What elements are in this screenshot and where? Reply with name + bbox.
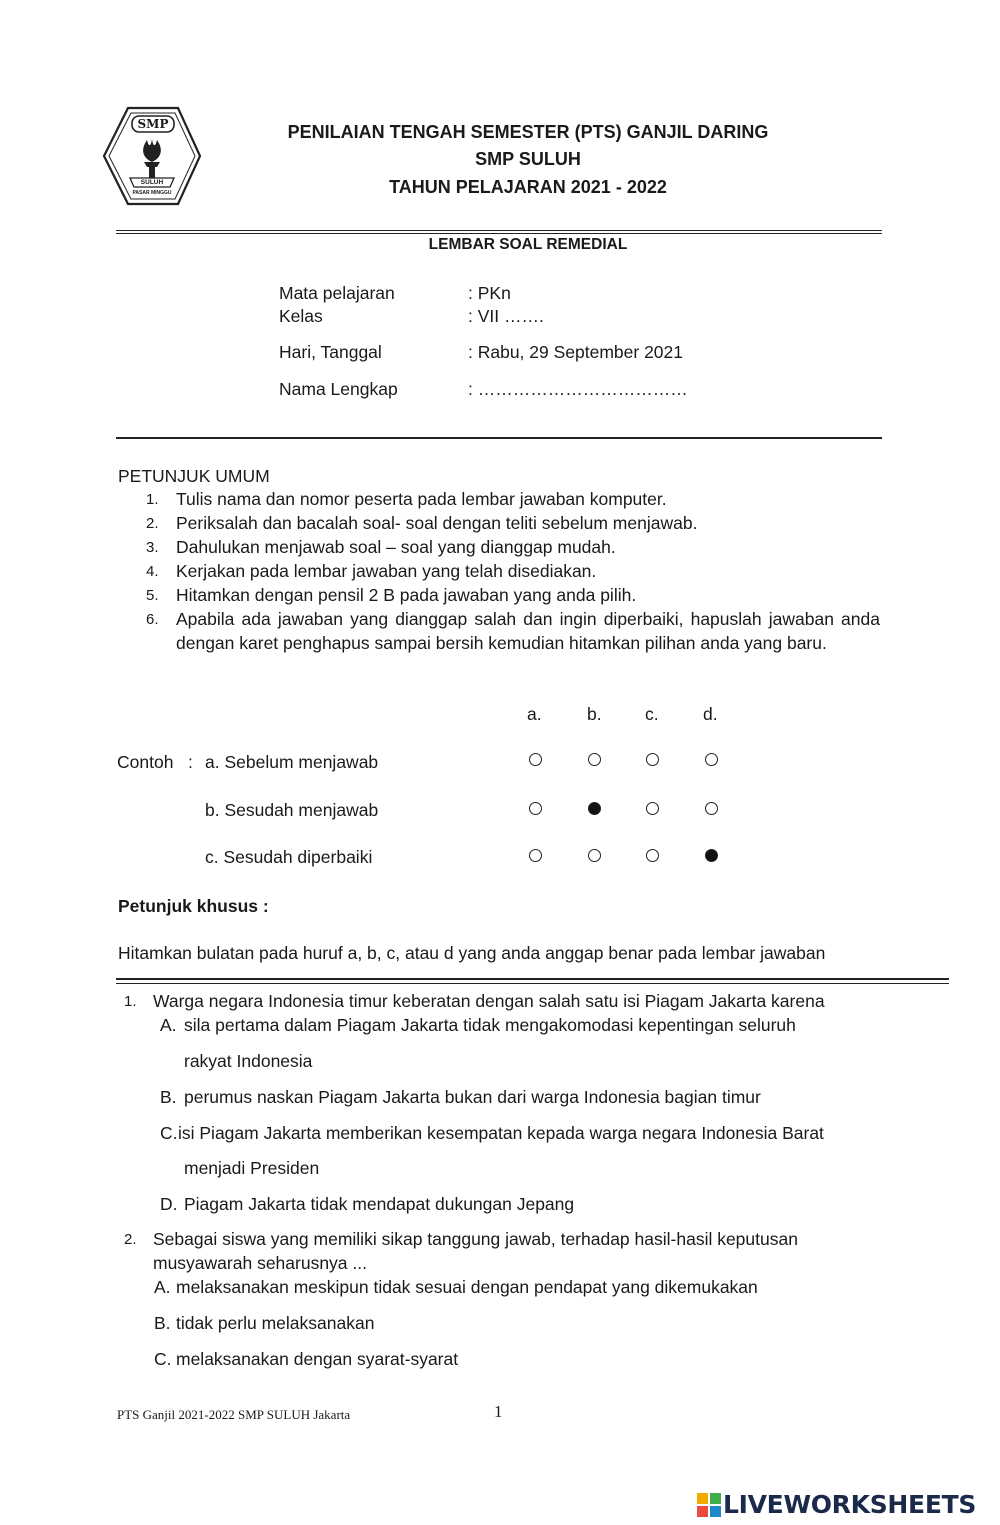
option-letter: B. [160, 1087, 177, 1107]
header-divider-top [116, 230, 882, 231]
school-logo [100, 104, 204, 208]
info-value-name: : ……………………………… [468, 379, 688, 399]
answer-bubble-empty [705, 753, 718, 766]
general-title: PETUNJUK UMUM [118, 466, 270, 486]
questions-divider-bottom [116, 983, 949, 984]
logo-square-icon [697, 1493, 708, 1504]
answer-bubble-empty [529, 802, 542, 815]
general-item-number: 2. [146, 515, 159, 532]
example-column-b: b. [587, 704, 602, 724]
option-letter: C. [154, 1349, 172, 1369]
header-divider-bottom [116, 233, 882, 234]
general-item-text: Periksalah dan bacalah soal- soal dengan teliti sebelum menjawab. [176, 513, 698, 533]
option-text-continued: menjadi Presiden [184, 1158, 320, 1178]
option-text: melaksanakan meskipun tidak sesuai dengan pendapat yang dikemukakan [176, 1277, 758, 1297]
subtitle: LEMBAR SOAL REMEDIAL [428, 236, 628, 253]
option-letter: A. [160, 1015, 177, 1035]
special-title: Petunjuk khusus : [118, 896, 269, 916]
example-label: Contoh : [117, 752, 193, 772]
example-row-label: c. Sesudah diperbaiki [205, 847, 373, 867]
logo-square-icon [710, 1506, 721, 1517]
option-letter: C. [160, 1123, 178, 1143]
general-item-number: 5. [146, 587, 159, 604]
logo-square-icon [697, 1506, 708, 1517]
example-column-a: a. [527, 704, 542, 724]
option-text: sila pertama dalam Piagam Jakarta tidak mengakomodasi kepentingan seluruh [184, 1015, 796, 1035]
general-item-number: 1. [146, 491, 159, 508]
general-item-text: Tulis nama dan nomor peserta pada lembar jawaban komputer. [176, 489, 667, 509]
logo-bottom-text: PASAR MINGGU [132, 190, 172, 196]
special-text: Hitamkan bulatan pada huruf a, b, c, atau d yang anda anggap benar pada lembar jawaban [118, 943, 826, 963]
watermark-text: LIVEWORKSHEETS [723, 1490, 977, 1519]
question-text-continued: musyawarah seharusnya ... [153, 1253, 367, 1273]
question-number: 1. [124, 993, 137, 1010]
info-label-date: Hari, Tanggal [279, 342, 382, 362]
title-line-2: SMP SULUH [475, 149, 581, 169]
general-item-text: Apabila ada jawaban yang dianggap salah dan ingin diperbaiki, hapuslah jawaban anda dengan karet penghapus sampai bersih kemudian hitamkan pilihan anda yang baru. [176, 609, 880, 653]
option-letter: B. [154, 1313, 171, 1333]
option-text: tidak perlu melaksanakan [176, 1313, 375, 1333]
general-item-number: 3. [146, 539, 159, 556]
answer-bubble-filled [705, 849, 718, 862]
option-text: perumus naskan Piagam Jakarta bukan dari warga Indonesia bagian timur [184, 1087, 761, 1107]
answer-bubble-empty [646, 849, 659, 862]
option-text: isi Piagam Jakarta memberikan kesempatan kepada warga negara Indonesia Barat [178, 1123, 824, 1143]
answer-bubble-empty [646, 802, 659, 815]
general-item-text: Kerjakan pada lembar jawaban yang telah disediakan. [176, 561, 597, 581]
answer-bubble-empty [529, 849, 542, 862]
info-label-name: Nama Lengkap [279, 379, 398, 399]
info-value-class: : VII ……. [468, 306, 544, 326]
logo-ribbon-text: SULUH [140, 179, 164, 186]
answer-bubble-filled [588, 802, 601, 815]
title-line-3: TAHUN PELAJARAN 2021 - 2022 [389, 177, 667, 197]
option-text: Piagam Jakarta tidak mendapat dukungan Jepang [184, 1194, 575, 1214]
question-text: Sebagai siswa yang memiliki sikap tanggung jawab, terhadap hasil-hasil keputusan [153, 1229, 798, 1249]
general-item-number: 6. [146, 611, 159, 628]
info-label-class: Kelas [279, 306, 323, 326]
answer-bubble-empty [705, 802, 718, 815]
logo-top-text: SMP [137, 117, 169, 131]
title-line-1: PENILAIAN TENGAH SEMESTER (PTS) GANJIL DARING [287, 122, 769, 142]
option-text: melaksanakan dengan syarat-syarat [176, 1349, 459, 1369]
example-column-c: c. [645, 704, 659, 724]
page-number: 1 [494, 1402, 503, 1421]
question-number: 2. [124, 1231, 137, 1248]
liveworksheets-logo-icon [697, 1493, 721, 1517]
questions-divider-top [116, 978, 949, 980]
general-item-text: Dahulukan menjawab soal – soal yang dianggap mudah. [176, 537, 616, 557]
info-divider [116, 437, 882, 439]
answer-bubble-empty [588, 849, 601, 862]
logo-square-icon [710, 1493, 721, 1504]
example-row-label: b. Sesudah menjawab [205, 800, 379, 820]
general-item-text: Hitamkan dengan pensil 2 B pada jawaban yang anda pilih. [176, 585, 637, 605]
option-text-continued: rakyat Indonesia [184, 1051, 313, 1071]
example-column-d: d. [703, 704, 718, 724]
footer-text: PTS Ganjil 2021-2022 SMP SULUH Jakarta [117, 1407, 351, 1422]
info-label-subject: Mata pelajaran [279, 283, 395, 303]
info-value-date: : Rabu, 29 September 2021 [468, 342, 684, 362]
option-letter: A. [154, 1277, 171, 1297]
answer-bubble-empty [588, 753, 601, 766]
example-row-label: a. Sebelum menjawab [205, 752, 379, 772]
answer-bubble-empty [646, 753, 659, 766]
info-value-subject: : PKn [468, 283, 511, 303]
general-item-number: 4. [146, 563, 159, 580]
option-letter: D. [160, 1194, 178, 1214]
answer-bubble-empty [529, 753, 542, 766]
question-text: Warga negara Indonesia timur keberatan dengan salah satu isi Piagam Jakarta karena [153, 991, 825, 1011]
